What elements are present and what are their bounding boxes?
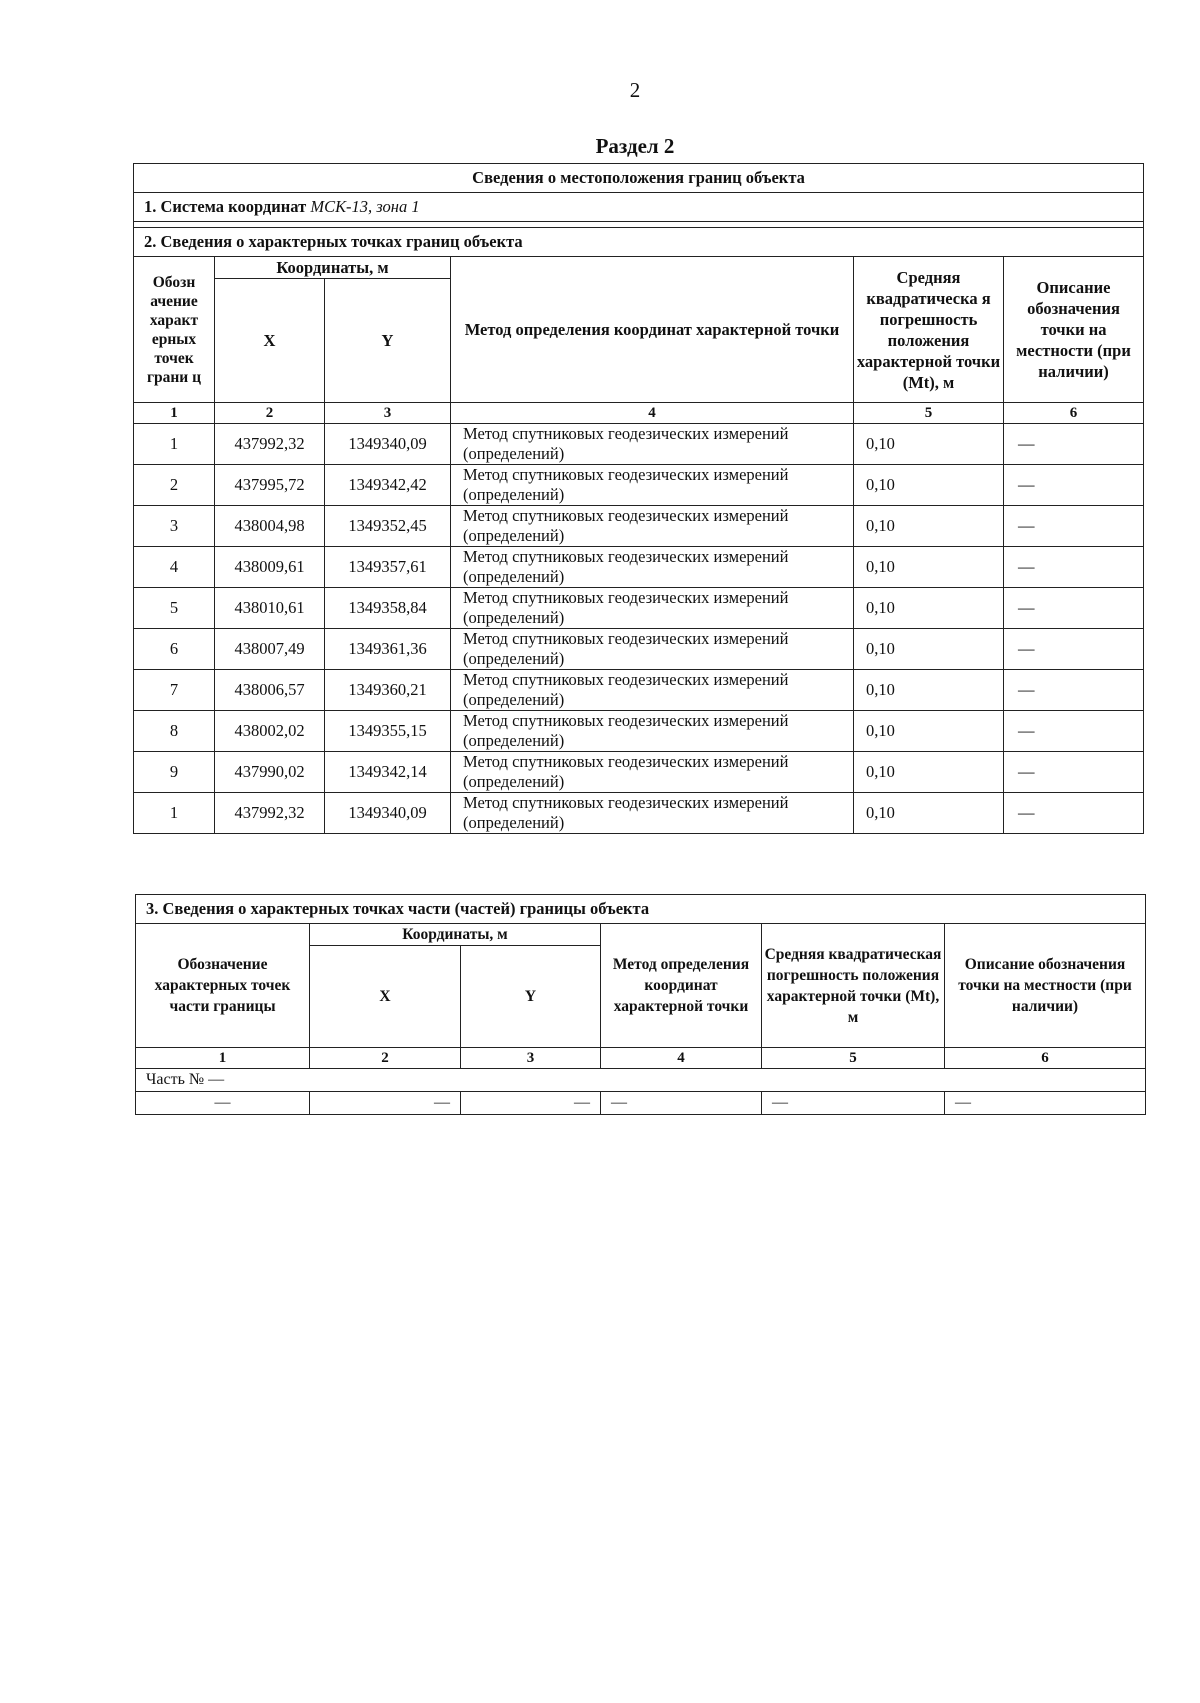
accuracy-cell: 0,10	[854, 793, 1004, 834]
table-row	[134, 670, 1144, 711]
coordinate-x-cell: 437992,32	[215, 793, 325, 834]
point-number-cell: 9	[134, 752, 215, 793]
method-cell: Метод спутниковых геодезических измерений (определений)	[451, 465, 854, 506]
column-number: 1	[134, 403, 215, 424]
column-number: 5	[762, 1048, 945, 1069]
point-number-cell: 7	[134, 670, 215, 711]
coordinate-system-value: МСК-13, зона 1	[310, 197, 420, 216]
method-cell: Метод спутниковых геодезических измерений (определений)	[451, 629, 854, 670]
header-designation: Обозн ачение характ ерных точек грани ц	[134, 257, 215, 403]
column-number: 2	[215, 403, 325, 424]
table-row	[134, 588, 1144, 629]
description-cell: —	[1004, 547, 1144, 588]
coordinate-x-cell: 437992,32	[215, 424, 325, 465]
method-cell: Метод спутниковых геодезических измерений (определений)	[451, 506, 854, 547]
accuracy-cell: 0,10	[854, 670, 1004, 711]
boundary-parts-table	[135, 894, 1146, 1115]
point-number-cell: 8	[134, 711, 215, 752]
column-number: 4	[451, 403, 854, 424]
description-cell: —	[1004, 793, 1144, 834]
coordinate-x-cell: 438010,61	[215, 588, 325, 629]
point-number-cell: 4	[134, 547, 215, 588]
column-number: 6	[945, 1048, 1146, 1069]
part-cell: —	[136, 1092, 310, 1115]
coordinate-y-cell: 1349352,45	[325, 506, 451, 547]
coordinate-x-cell: 438007,49	[215, 629, 325, 670]
table-row	[134, 506, 1144, 547]
point-number-cell: 3	[134, 506, 215, 547]
header-x: X	[215, 279, 325, 403]
description-cell: —	[1004, 465, 1144, 506]
parts-header-method: Метод определения координат характерной точки	[601, 924, 762, 1048]
parts-header-accuracy: Средняя квадратическая погрешность положения характерной точки (Mt), м	[762, 924, 945, 1048]
table-row	[134, 793, 1144, 834]
header-y: Y	[325, 279, 451, 403]
coordinate-y-cell: 1349342,14	[325, 752, 451, 793]
parts-section-title: 3. Сведения о характерных точках части (частей) границы объекта	[136, 895, 1146, 924]
method-cell: Метод спутниковых геодезических измерений (определений)	[451, 793, 854, 834]
method-cell: Метод спутниковых геодезических измерений (определений)	[451, 424, 854, 465]
page-number: 2	[629, 78, 641, 102]
header-method: Метод определения координат характерной точки	[451, 257, 854, 403]
coordinate-y-cell: 1349361,36	[325, 629, 451, 670]
accuracy-cell: 0,10	[854, 711, 1004, 752]
point-number-cell: 1	[134, 793, 215, 834]
description-cell: —	[1004, 588, 1144, 629]
column-number: 1	[136, 1048, 310, 1069]
boundary-location-table	[133, 163, 1144, 834]
accuracy-cell: 0,10	[854, 465, 1004, 506]
point-number-cell: 6	[134, 629, 215, 670]
section-title: Раздел 2	[595, 134, 675, 158]
header-description: Описание обозначения точки на местности (при наличии)	[1004, 257, 1144, 403]
accuracy-cell: 0,10	[854, 506, 1004, 547]
part-empty-row	[136, 1092, 1146, 1115]
column-number: 3	[325, 403, 451, 424]
accuracy-cell: 0,10	[854, 547, 1004, 588]
table-row	[134, 465, 1144, 506]
column-number: 5	[854, 403, 1004, 424]
description-cell: —	[1004, 424, 1144, 465]
accuracy-cell: 0,10	[854, 629, 1004, 670]
table-row	[134, 424, 1144, 465]
description-cell: —	[1004, 506, 1144, 547]
column-number: 6	[1004, 403, 1144, 424]
method-cell: Метод спутниковых геодезических измерений (определений)	[451, 670, 854, 711]
parts-header-x: X	[310, 946, 461, 1048]
part-cell: —	[310, 1092, 461, 1115]
description-cell: —	[1004, 711, 1144, 752]
column-number: 4	[601, 1048, 762, 1069]
parts-header-coordinates: Координаты, м	[310, 924, 601, 946]
column-number: 3	[461, 1048, 601, 1069]
header-accuracy: Средняя квадратическа я погрешность положения характерной точки (Mt), м	[854, 257, 1004, 403]
table-row	[134, 547, 1144, 588]
column-numbers-row	[134, 403, 1144, 424]
point-number-cell: 5	[134, 588, 215, 629]
coordinate-x-cell: 437995,72	[215, 465, 325, 506]
coordinate-x-cell: 438009,61	[215, 547, 325, 588]
table-row	[134, 711, 1144, 752]
method-cell: Метод спутниковых геодезических измерений (определений)	[451, 752, 854, 793]
coordinate-x-cell: 437990,02	[215, 752, 325, 793]
column-number: 2	[310, 1048, 461, 1069]
description-cell: —	[1004, 629, 1144, 670]
accuracy-cell: 0,10	[854, 424, 1004, 465]
parts-column-numbers-row	[136, 1048, 1146, 1069]
header-coordinates: Координаты, м	[215, 257, 451, 279]
coordinate-y-cell: 1349360,21	[325, 670, 451, 711]
parts-header-y: Y	[461, 946, 601, 1048]
table-title: Сведения о местоположения границ объекта	[134, 164, 1144, 193]
method-cell: Метод спутниковых геодезических измерений (определений)	[451, 547, 854, 588]
coordinate-y-cell: 1349355,15	[325, 711, 451, 752]
method-cell: Метод спутниковых геодезических измерений (определений)	[451, 588, 854, 629]
part-number-label: Часть № —	[136, 1069, 1146, 1092]
description-cell: —	[1004, 670, 1144, 711]
coordinate-y-cell: 1349342,42	[325, 465, 451, 506]
coordinate-system-label: 1. Система координат	[144, 197, 307, 216]
part-cell: —	[461, 1092, 601, 1115]
table-row	[134, 629, 1144, 670]
parts-header-description: Описание обозначения точки на местности (при наличии)	[945, 924, 1146, 1048]
coordinate-y-cell: 1349357,61	[325, 547, 451, 588]
part-cell: —	[762, 1092, 945, 1115]
coordinate-y-cell: 1349340,09	[325, 793, 451, 834]
method-cell: Метод спутниковых геодезических измерений (определений)	[451, 711, 854, 752]
points-section-title: 2. Сведения о характерных точках границ объекта	[134, 228, 1144, 257]
point-number-cell: 2	[134, 465, 215, 506]
point-number-cell: 1	[134, 424, 215, 465]
coordinate-x-cell: 438006,57	[215, 670, 325, 711]
table-row	[134, 752, 1144, 793]
part-cell: —	[945, 1092, 1146, 1115]
accuracy-cell: 0,10	[854, 752, 1004, 793]
coordinate-y-cell: 1349358,84	[325, 588, 451, 629]
coordinate-x-cell: 438004,98	[215, 506, 325, 547]
description-cell: —	[1004, 752, 1144, 793]
part-cell: —	[601, 1092, 762, 1115]
coordinate-y-cell: 1349340,09	[325, 424, 451, 465]
coordinate-system-row	[134, 193, 1144, 222]
parts-header-designation: Обозначение характерных точек части границы	[136, 924, 310, 1048]
accuracy-cell: 0,10	[854, 588, 1004, 629]
coordinate-x-cell: 438002,02	[215, 711, 325, 752]
points-table-body	[134, 424, 1144, 834]
